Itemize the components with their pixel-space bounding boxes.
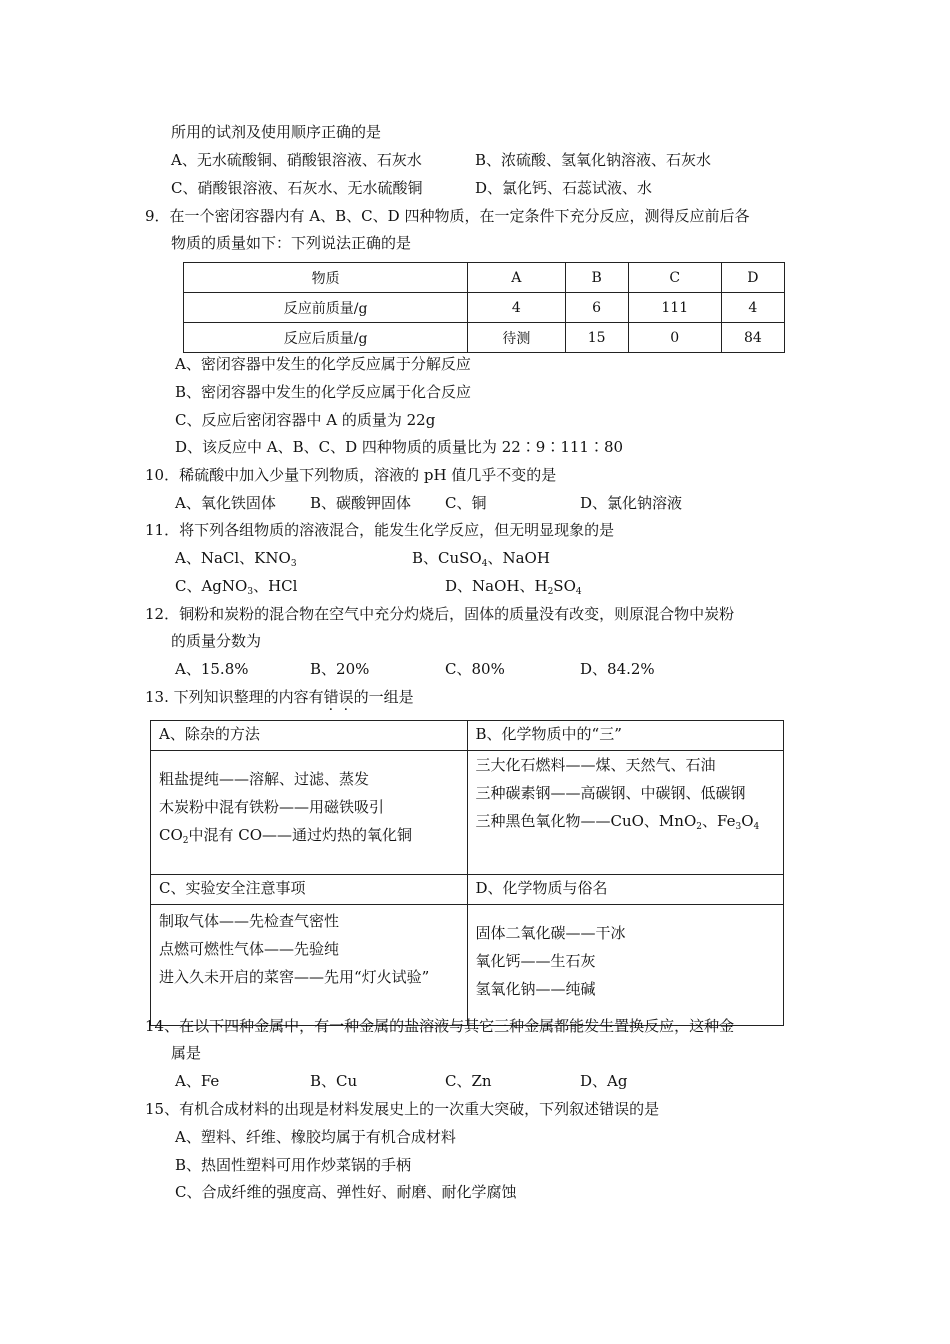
table-cell: 84 (721, 323, 784, 353)
table-header-row (184, 263, 785, 293)
q15-stem: 15、有机合成材料的出现是材料发展史上的一次重大突破，下列叙述错误的是 (145, 1100, 660, 1118)
list-item: 进入久未开启的菜窖——先用“灯火试验” (159, 968, 430, 986)
emphasis-dot-char: 错 (323, 688, 339, 706)
emphasis-dot-char: 误 (338, 688, 354, 706)
list-item: 制取气体——先检查气密性 (159, 912, 340, 930)
q15-option-b: B、热固性塑料可用作炒菜锅的手柄 (175, 1156, 412, 1174)
q9-mass-table (183, 262, 785, 353)
q13-cell-d-body (467, 905, 784, 1026)
table-cell: 待测 (468, 323, 565, 353)
q15-option-a: A、塑料、纤维、橡胶均属于有机合成材料 (175, 1128, 456, 1146)
q8-stem: 所用的试剂及使用顺序正确的是 (171, 123, 382, 141)
table-cell: 111 (628, 293, 721, 323)
table-header-cell: B (565, 263, 628, 293)
q13-cell-a-heading: A、除杂的方法 (151, 721, 468, 751)
table-cell: 4 (468, 293, 565, 323)
table-header-cell: 物质 (184, 263, 468, 293)
q10-option-b: B、碳酸钾固体 (310, 494, 412, 512)
q8-option-c: C、硝酸银溶液、石灰水、无水硫酸铜 (171, 179, 423, 197)
q10-option-c: C、铜 (445, 494, 487, 512)
list-item: 木炭粉中混有铁粉——用磁铁吸引 (159, 798, 385, 816)
list-item: 三大化石燃料——煤、天然气、石油 (475, 756, 716, 774)
q13-cell-a-body (151, 751, 468, 875)
table-header-cell: C (628, 263, 721, 293)
q11-stem: 11．将下列各组物质的溶液混合，能发生化学反应，但无明显现象的是 (145, 521, 615, 539)
table-cell: 0 (628, 323, 721, 353)
table-row (184, 293, 785, 323)
q13-cell-c-body (151, 905, 468, 1026)
list-item: 三种碳素钢——高碳钢、中碳钢、低碳钢 (475, 784, 746, 802)
q13-knowledge-table (150, 720, 784, 1026)
list-item: 点燃可燃性气体——先验纯 (159, 940, 340, 958)
list-item: 固体二氧化碳——干冰 (475, 924, 626, 942)
q14-option-b: B、Cu (310, 1072, 358, 1090)
q8-option-a: A、无水硫酸铜、硝酸银溶液、石灰水 (171, 151, 422, 169)
q11-option-d: D、NaOH、$H_2SO_4$ (445, 577, 582, 597)
q9-option-a: A、密闭容器中发生的化学反应属于分解反应 (175, 355, 471, 373)
q12-option-b: B、20% (310, 660, 370, 678)
table-cell: 6 (565, 293, 628, 323)
table-cell: 15 (565, 323, 628, 353)
q10-stem: 10．稀硫酸中加入少量下列物质，溶液的 pH 值几乎不变的是 (145, 466, 557, 484)
q14-option-c: C、Zn (445, 1072, 492, 1090)
q11-option-b: B、CuSO$_4$、NaOH (412, 549, 550, 569)
list-item: $CO_2$中混有 CO——通过灼热的氧化铜 (159, 826, 413, 846)
table-header-cell: D (721, 263, 784, 293)
q12-option-a: A、15.8% (175, 660, 249, 678)
table-header-cell: A (468, 263, 565, 293)
q14-option-d: D、Ag (580, 1072, 628, 1090)
q11-option-c: C、AgNO$_3$、HCl (175, 577, 298, 597)
q10-option-a: A、氧化铁固体 (175, 494, 276, 512)
q9-option-b: B、密闭容器中发生的化学反应属于化合反应 (175, 383, 472, 401)
q15-option-c: C、合成纤维的强度高、弹性好、耐磨、耐化学腐蚀 (175, 1183, 517, 1201)
q9-stem-line1: 9．在一个密闭容器内有 A、B、C、D 四种物质，在一定条件下充分反应，测得反应前后各 (145, 207, 750, 225)
list-item: 氢氧化钠——纯碱 (475, 980, 596, 998)
q9-option-d: D、该反应中 A、B、C、D 四种物质的质量比为 22∶9∶111∶80 (175, 438, 624, 456)
q8-option-d: D、氯化钙、石蕊试液、水 (475, 179, 653, 197)
q14-option-a: A、Fe (175, 1072, 220, 1090)
table-cell: 反应前质量/g (184, 293, 468, 323)
list-item: 粗盐提纯——溶解、过滤、蒸发 (159, 770, 370, 788)
q9-stem-line2: 物质的质量如下：下列说法正确的是 (171, 234, 412, 252)
q9-option-c: C、反应后密闭容器中 A 的质量为 22g (175, 411, 436, 429)
q12-stem-line1: 12．铜粉和炭粉的混合物在空气中充分灼烧后，固体的质量没有改变，则原混合物中炭粉 (145, 605, 735, 623)
q10-option-d: D、氯化钠溶液 (580, 494, 683, 512)
q14-stem-line2: 属是 (171, 1044, 202, 1062)
table-cell: 4 (721, 293, 784, 323)
q13-cell-b-heading: B、化学物质中的“三” (467, 721, 784, 751)
q12-stem-line2: 的质量分数为 (171, 632, 262, 650)
q12-option-c: C、80% (445, 660, 505, 678)
q11-option-a: A、NaCl、$KNO_3$ (175, 549, 297, 569)
list-item: 三种黑色氧化物——CuO、MnO$_2$、$Fe_3O_4$ (475, 812, 760, 832)
list-item: 氧化钙——生石灰 (475, 952, 596, 970)
q13-stem: 13. 下列知识整理的内容有错误的一组是 (145, 688, 414, 706)
q8-option-b: B、浓硫酸、氢氧化钠溶液、石灰水 (475, 151, 712, 169)
q13-cell-d-heading: D、化学物质与俗名 (467, 875, 784, 905)
q12-option-d: D、84.2% (580, 660, 655, 678)
table-cell: 反应后质量/g (184, 323, 468, 353)
q13-cell-b-body (467, 751, 784, 875)
q13-cell-c-heading: C、实验安全注意事项 (151, 875, 468, 905)
table-row (184, 323, 785, 353)
q14-stem-line1: 14、在以下四种金属中，有一种金属的盐溶液与其它三种金属都能发生置换反应，这种金 (145, 1017, 735, 1035)
